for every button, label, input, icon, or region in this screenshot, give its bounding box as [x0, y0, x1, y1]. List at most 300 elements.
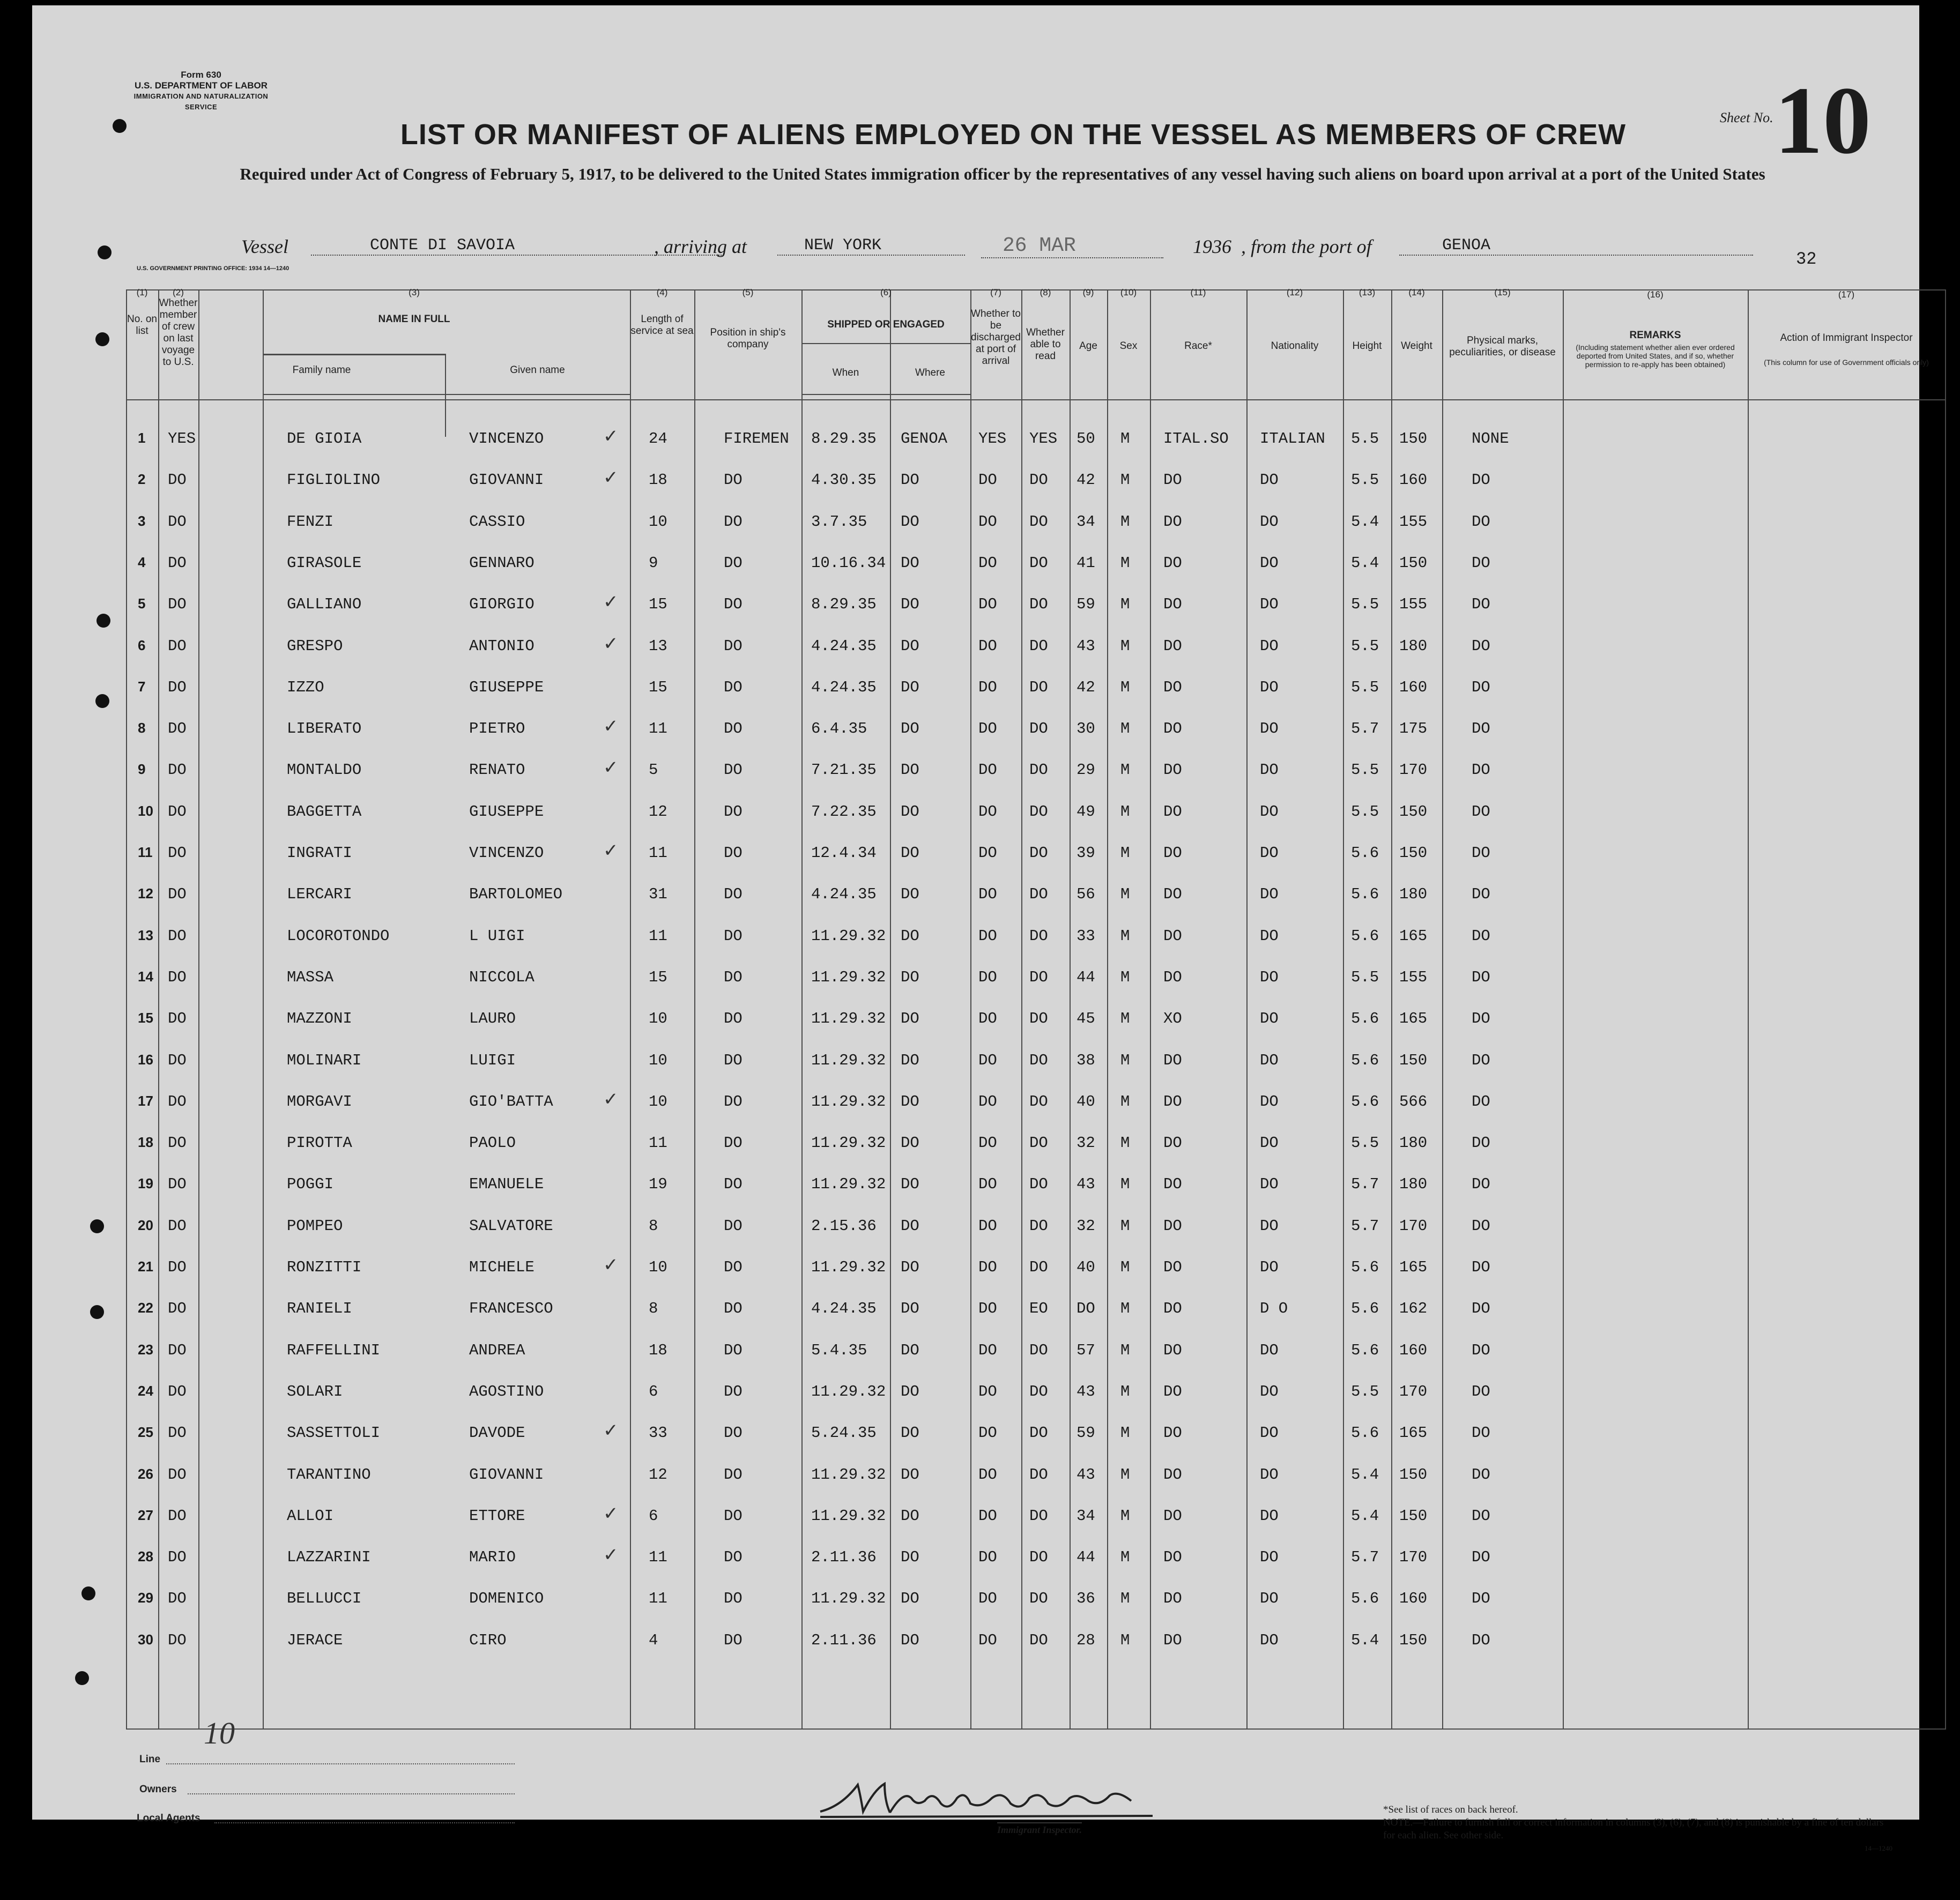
col14-number: (14) — [1408, 287, 1425, 297]
shipped-when: 7.22.35 — [811, 802, 877, 821]
discharged-flag: DO — [978, 637, 997, 655]
age: 28 — [1076, 1631, 1095, 1649]
crew-member-flag: DO — [168, 1507, 187, 1525]
row-number: 9 — [138, 761, 146, 778]
weight: 170 — [1399, 1548, 1428, 1567]
crew-member-flag: DO — [168, 1341, 187, 1359]
row-number: 2 — [138, 471, 146, 488]
age: 33 — [1076, 927, 1095, 945]
sex: M — [1120, 1631, 1130, 1649]
crew-member-flag: DO — [168, 1424, 187, 1442]
discharged-flag: DO — [978, 1300, 997, 1318]
age: 30 — [1076, 720, 1095, 738]
table-row — [126, 465, 1946, 506]
service-length: 31 — [649, 885, 667, 904]
col8-heading: Whether able to read — [1026, 327, 1065, 362]
race: DO — [1163, 595, 1182, 614]
sex: M — [1120, 430, 1130, 448]
discharged-flag: DO — [978, 844, 997, 862]
shipped-where: DO — [901, 844, 919, 862]
shipped-when: 8.29.35 — [811, 595, 877, 614]
family-name: MAZZONI — [287, 1010, 352, 1028]
sex: M — [1120, 1175, 1130, 1194]
height: 5.4 — [1351, 554, 1379, 572]
service-length: 15 — [649, 968, 667, 986]
sex: M — [1120, 471, 1130, 489]
crew-member-flag: DO — [168, 968, 187, 986]
family-name: MORGAVI — [287, 1092, 352, 1111]
shipped-when: 4.30.35 — [811, 471, 877, 489]
family-name: RANIELI — [287, 1300, 352, 1318]
race: DO — [1163, 1590, 1182, 1608]
can-read-flag: DO — [1029, 1010, 1048, 1028]
shipped-where: DO — [901, 927, 919, 945]
can-read-flag: DO — [1029, 1258, 1048, 1276]
can-read-flag: DO — [1029, 927, 1048, 945]
height: 5.5 — [1351, 1382, 1379, 1400]
weight: 150 — [1399, 844, 1428, 862]
can-read-flag: YES — [1029, 430, 1058, 448]
given-name: VINCENZO — [469, 844, 544, 862]
punch-hole — [75, 1671, 89, 1685]
can-read-flag: DO — [1029, 1631, 1048, 1649]
service-length: 10 — [649, 1258, 667, 1276]
shipped-when: 11.29.32 — [811, 1134, 886, 1152]
nationality: DO — [1260, 637, 1279, 655]
col17-heading: Action of Immigrant Inspector — [1780, 332, 1913, 344]
age: 32 — [1076, 1134, 1095, 1152]
age: 56 — [1076, 885, 1095, 904]
line-label: Line — [139, 1754, 161, 1765]
crew-member-flag: DO — [168, 844, 187, 862]
row-number: 18 — [138, 1134, 153, 1151]
given-name: MARIO — [469, 1548, 516, 1567]
nationality: DO — [1260, 720, 1279, 738]
given-name: FRANCESCO — [469, 1300, 553, 1318]
table-row — [126, 1418, 1946, 1459]
age: 49 — [1076, 802, 1095, 821]
can-read-flag: DO — [1029, 1134, 1048, 1152]
ship-position: DO — [724, 595, 743, 614]
sex: M — [1120, 595, 1130, 614]
age: 29 — [1076, 761, 1095, 779]
col3-heading: NAME IN FULL — [378, 314, 450, 325]
physical-marks: DO — [1472, 761, 1490, 779]
discharged-flag: DO — [978, 927, 997, 945]
height: 5.7 — [1351, 1548, 1379, 1567]
col2-heading: Whether member of crew on last voyage to U.S. — [159, 297, 198, 368]
row-number: 12 — [138, 885, 153, 902]
age: 38 — [1076, 1051, 1095, 1069]
age: 44 — [1076, 1548, 1095, 1567]
shipped-where: DO — [901, 678, 919, 696]
shipped-when: 11.29.32 — [811, 1175, 886, 1194]
physical-marks: DO — [1472, 1590, 1490, 1608]
crew-member-flag: DO — [168, 1548, 187, 1567]
physical-marks: DO — [1472, 1010, 1490, 1028]
given-name: CASSIO — [469, 512, 525, 531]
manifest-sheet — [32, 5, 1929, 1852]
crew-member-flag: DO — [168, 471, 187, 489]
checkmark-icon: ✓ — [603, 1255, 619, 1275]
can-read-flag: DO — [1029, 1092, 1048, 1111]
race: DO — [1163, 1258, 1182, 1276]
weight: 160 — [1399, 1590, 1428, 1608]
col15-number: (15) — [1494, 287, 1511, 297]
col16-number: (16) — [1647, 289, 1664, 300]
physical-marks: DO — [1472, 595, 1490, 614]
col4-number: (4) — [656, 287, 668, 297]
nationality: DO — [1260, 968, 1279, 986]
shipped-when: 2.11.36 — [811, 1548, 877, 1567]
nationality: DO — [1260, 1134, 1279, 1152]
can-read-flag: DO — [1029, 1217, 1048, 1235]
col7-number: (7) — [990, 287, 1001, 297]
given-name: BARTOLOMEO — [469, 885, 563, 904]
age: 50 — [1076, 430, 1095, 448]
service-length: 8 — [649, 1300, 658, 1318]
age: 40 — [1076, 1092, 1095, 1111]
row-number: 13 — [138, 927, 153, 943]
race: DO — [1163, 512, 1182, 531]
punch-hole — [95, 694, 109, 708]
race: DO — [1163, 968, 1182, 986]
discharged-flag: DO — [978, 1010, 997, 1028]
line-value: 10 — [204, 1716, 235, 1750]
race: DO — [1163, 885, 1182, 904]
shipped-where: DO — [901, 885, 919, 904]
row-number: 26 — [138, 1465, 153, 1482]
table-row — [126, 1335, 1946, 1377]
age: 42 — [1076, 471, 1095, 489]
given-name: LUIGI — [469, 1051, 516, 1069]
race: DO — [1163, 471, 1182, 489]
physical-marks: NONE — [1472, 430, 1509, 448]
sex: M — [1120, 720, 1130, 738]
col15-heading: Physical marks, peculiarities, or disease — [1449, 335, 1556, 358]
vessel-info — [241, 233, 1769, 263]
age: 42 — [1076, 678, 1095, 696]
shipped-when: 8.29.35 — [811, 430, 877, 448]
shipped-where: DO — [901, 1341, 919, 1359]
can-read-flag: DO — [1029, 512, 1048, 531]
weight: 160 — [1399, 678, 1428, 696]
nationality: DO — [1260, 1341, 1279, 1359]
row-number: 11 — [138, 844, 153, 860]
sex: M — [1120, 802, 1130, 821]
height: 5.4 — [1351, 1507, 1379, 1525]
nationality: DO — [1260, 1548, 1279, 1567]
table-row — [126, 423, 1946, 465]
arriving-label: , arriving at — [654, 236, 747, 257]
shipped-where: DO — [901, 1092, 919, 1111]
shipped-where: DO — [901, 1631, 919, 1649]
family-name: POMPEO — [287, 1217, 343, 1235]
ship-position: DO — [724, 844, 743, 862]
weight: 162 — [1399, 1300, 1428, 1318]
year: 1936 — [1193, 236, 1231, 257]
discharged-flag: DO — [978, 1341, 997, 1359]
weight: 170 — [1399, 1217, 1428, 1235]
race: DO — [1163, 1092, 1182, 1111]
table-row — [126, 1086, 1946, 1128]
shipped-where: DO — [901, 1382, 919, 1400]
from-port: GENOA — [1399, 236, 1753, 256]
given-name: EMANUELE — [469, 1175, 544, 1194]
col13-number: (13) — [1358, 287, 1376, 297]
service-length: 11 — [649, 1590, 667, 1608]
height: 5.4 — [1351, 1631, 1379, 1649]
crew-member-flag: DO — [168, 927, 187, 945]
col2-number: (2) — [173, 287, 184, 297]
ship-position: DO — [724, 1175, 743, 1194]
col1-heading: No. on list — [127, 314, 157, 337]
service-length: 11 — [649, 927, 667, 945]
can-read-flag: DO — [1029, 1051, 1048, 1069]
service-length: 5 — [649, 761, 658, 779]
nationality: DO — [1260, 1382, 1279, 1400]
physical-marks: DO — [1472, 1341, 1490, 1359]
checkmark-icon: ✓ — [603, 1089, 619, 1109]
family-name: MOLINARI — [287, 1051, 362, 1069]
crew-member-flag: DO — [168, 1465, 187, 1484]
family-name: SASSETTOLI — [287, 1424, 381, 1442]
shipped-when: 5.24.35 — [811, 1424, 877, 1442]
physical-marks: DO — [1472, 512, 1490, 531]
nationality: DO — [1260, 1424, 1279, 1442]
shipped-when: 11.29.32 — [811, 1010, 886, 1028]
service-length: 11 — [649, 720, 667, 738]
nationality: D O — [1260, 1300, 1288, 1318]
can-read-flag: DO — [1029, 1341, 1048, 1359]
height: 5.6 — [1351, 1424, 1379, 1442]
discharged-flag: DO — [978, 1424, 997, 1442]
table-row — [126, 631, 1946, 673]
shipped-when: 11.29.32 — [811, 1051, 886, 1069]
service-length: 6 — [649, 1382, 658, 1400]
family-name: FENZI — [287, 512, 334, 531]
nationality: DO — [1260, 1631, 1279, 1649]
table-row — [126, 1293, 1946, 1335]
given-name: NICCOLA — [469, 968, 534, 986]
nationality: DO — [1260, 844, 1279, 862]
service-length: 12 — [649, 1465, 667, 1484]
row-number: 14 — [138, 968, 153, 985]
given-name: GIUSEPPE — [469, 678, 544, 696]
shipped-where: DO — [901, 1258, 919, 1276]
physical-marks: DO — [1472, 1300, 1490, 1318]
discharged-flag: DO — [978, 554, 997, 572]
race: DO — [1163, 678, 1182, 696]
shipped-where: DO — [901, 1217, 919, 1235]
given-name: GIOVANNI — [469, 471, 544, 489]
punch-hole — [90, 1305, 104, 1319]
table-row — [126, 1252, 1946, 1294]
physical-marks: DO — [1472, 554, 1490, 572]
age: DO — [1076, 1300, 1095, 1318]
can-read-flag: DO — [1029, 802, 1048, 821]
row-number: 28 — [138, 1548, 153, 1565]
discharged-flag: DO — [978, 1051, 997, 1069]
family-name: LAZZARINI — [287, 1548, 371, 1567]
sex: M — [1120, 1424, 1130, 1442]
col1-number: (1) — [136, 287, 148, 297]
sex: M — [1120, 512, 1130, 531]
ship-position: DO — [724, 761, 743, 779]
can-read-flag: DO — [1029, 1175, 1048, 1194]
service-length: 11 — [649, 1548, 667, 1567]
race: DO — [1163, 1175, 1182, 1194]
sex: M — [1120, 968, 1130, 986]
shipped-where-heading: Where — [915, 367, 945, 378]
given-name: GIUSEPPE — [469, 802, 544, 821]
shipped-where: DO — [901, 1548, 919, 1567]
family-name: ALLOI — [287, 1507, 334, 1525]
height: 5.4 — [1351, 512, 1379, 531]
crew-member-flag: YES — [168, 430, 196, 448]
row-number: 5 — [138, 595, 146, 612]
shipped-where: DO — [901, 802, 919, 821]
crew-member-flag: DO — [168, 802, 187, 821]
service-length: 11 — [649, 1134, 667, 1152]
crew-member-flag: DO — [168, 1134, 187, 1152]
sex: M — [1120, 927, 1130, 945]
table-row — [126, 548, 1946, 590]
nationality: DO — [1260, 471, 1279, 489]
age: 39 — [1076, 844, 1095, 862]
table-row — [126, 1128, 1946, 1169]
race: XO — [1163, 1010, 1182, 1028]
row-number: 15 — [138, 1010, 153, 1026]
col8-number: (8) — [1040, 287, 1051, 297]
given-name: GIORGIO — [469, 595, 534, 614]
ship-position: DO — [724, 1134, 743, 1152]
shipped-when: 2.15.36 — [811, 1217, 877, 1235]
sex: M — [1120, 678, 1130, 696]
given-name: LAURO — [469, 1010, 516, 1028]
checkmark-icon: ✓ — [603, 717, 619, 737]
height: 5.5 — [1351, 595, 1379, 614]
checkmark-icon: ✓ — [603, 841, 619, 861]
row-number: 7 — [138, 678, 146, 695]
row-number: 6 — [138, 637, 146, 653]
sex: M — [1120, 761, 1130, 779]
col16-heading: REMARKS — [1629, 330, 1681, 341]
nationality: DO — [1260, 1217, 1279, 1235]
ship-position: DO — [724, 1092, 743, 1111]
shipped-when: 11.29.32 — [811, 1382, 886, 1400]
nationality: DO — [1260, 1175, 1279, 1194]
col5-heading: Position in ship's company — [710, 327, 786, 350]
ship-position: DO — [724, 554, 743, 572]
crew-member-flag: DO — [168, 1590, 187, 1608]
can-read-flag: DO — [1029, 1590, 1048, 1608]
given-name: RENATO — [469, 761, 525, 779]
service-length: 10 — [649, 1051, 667, 1069]
crew-member-flag: DO — [168, 1217, 187, 1235]
weight: 180 — [1399, 637, 1428, 655]
race: DO — [1163, 554, 1182, 572]
table-row — [126, 672, 1946, 714]
age: 44 — [1076, 968, 1095, 986]
family-name: FIGLIOLINO — [287, 471, 381, 489]
sex: M — [1120, 554, 1130, 572]
checkmark-icon: ✓ — [603, 758, 619, 778]
race: DO — [1163, 1300, 1182, 1318]
family-name: INGRATI — [287, 844, 352, 862]
weight: 150 — [1399, 1631, 1428, 1649]
col11-heading: Race* — [1184, 340, 1212, 352]
given-name: ANTONIO — [469, 637, 534, 655]
shipped-where: DO — [901, 637, 919, 655]
from-label: , from the port of — [1241, 236, 1372, 257]
inspector-label: Immigrant Inspector. — [997, 1822, 1082, 1836]
discharged-flag: DO — [978, 595, 997, 614]
ship-position: DO — [724, 1258, 743, 1276]
table-row — [126, 1003, 1946, 1045]
weight: 175 — [1399, 720, 1428, 738]
physical-marks: DO — [1472, 678, 1490, 696]
sex: M — [1120, 1590, 1130, 1608]
race: DO — [1163, 1134, 1182, 1152]
shipped-where: DO — [901, 1175, 919, 1194]
shipped-when: 4.24.35 — [811, 885, 877, 904]
discharged-flag: DO — [978, 968, 997, 986]
col13-heading: Height — [1352, 340, 1382, 352]
age: 43 — [1076, 1465, 1095, 1484]
shipped-when: 4.24.35 — [811, 678, 877, 696]
weight: 150 — [1399, 1465, 1428, 1484]
height: 5.5 — [1351, 968, 1379, 986]
physical-marks: DO — [1472, 1382, 1490, 1400]
service-length: 24 — [649, 430, 667, 448]
shipped-where: DO — [901, 471, 919, 489]
race: DO — [1163, 1465, 1182, 1484]
shipped-when: 11.29.32 — [811, 968, 886, 986]
race: ITAL.SO — [1163, 430, 1229, 448]
arriving-port: NEW YORK — [777, 236, 965, 256]
table-row — [126, 1459, 1946, 1501]
can-read-flag: DO — [1029, 885, 1048, 904]
sex: M — [1120, 1382, 1130, 1400]
table-row — [126, 755, 1946, 796]
weight: 165 — [1399, 1424, 1428, 1442]
ship-position: FIREMEN — [724, 430, 789, 448]
age: 34 — [1076, 1507, 1095, 1525]
row-number: 17 — [138, 1092, 153, 1109]
discharged-flag: DO — [978, 1092, 997, 1111]
vessel-name: CONTE DI SAVOIA — [311, 236, 724, 256]
service-length: 10 — [649, 1010, 667, 1028]
family-name: BAGGETTA — [287, 802, 362, 821]
discharged-flag: DO — [978, 720, 997, 738]
weight: 165 — [1399, 927, 1428, 945]
col11-number: (11) — [1190, 287, 1206, 297]
service-length: 11 — [649, 844, 667, 862]
nationality: DO — [1260, 1051, 1279, 1069]
can-read-flag: DO — [1029, 678, 1048, 696]
shipped-when: 11.29.32 — [811, 1092, 886, 1111]
table-row — [126, 1169, 1946, 1211]
height: 5.6 — [1351, 1258, 1379, 1276]
service-length: 4 — [649, 1631, 658, 1649]
checkmark-icon: ✓ — [603, 1503, 619, 1524]
weight: 150 — [1399, 554, 1428, 572]
service-length: 10 — [649, 512, 667, 531]
height: 5.6 — [1351, 1092, 1379, 1111]
physical-marks: DO — [1472, 637, 1490, 655]
table-row — [126, 921, 1946, 963]
